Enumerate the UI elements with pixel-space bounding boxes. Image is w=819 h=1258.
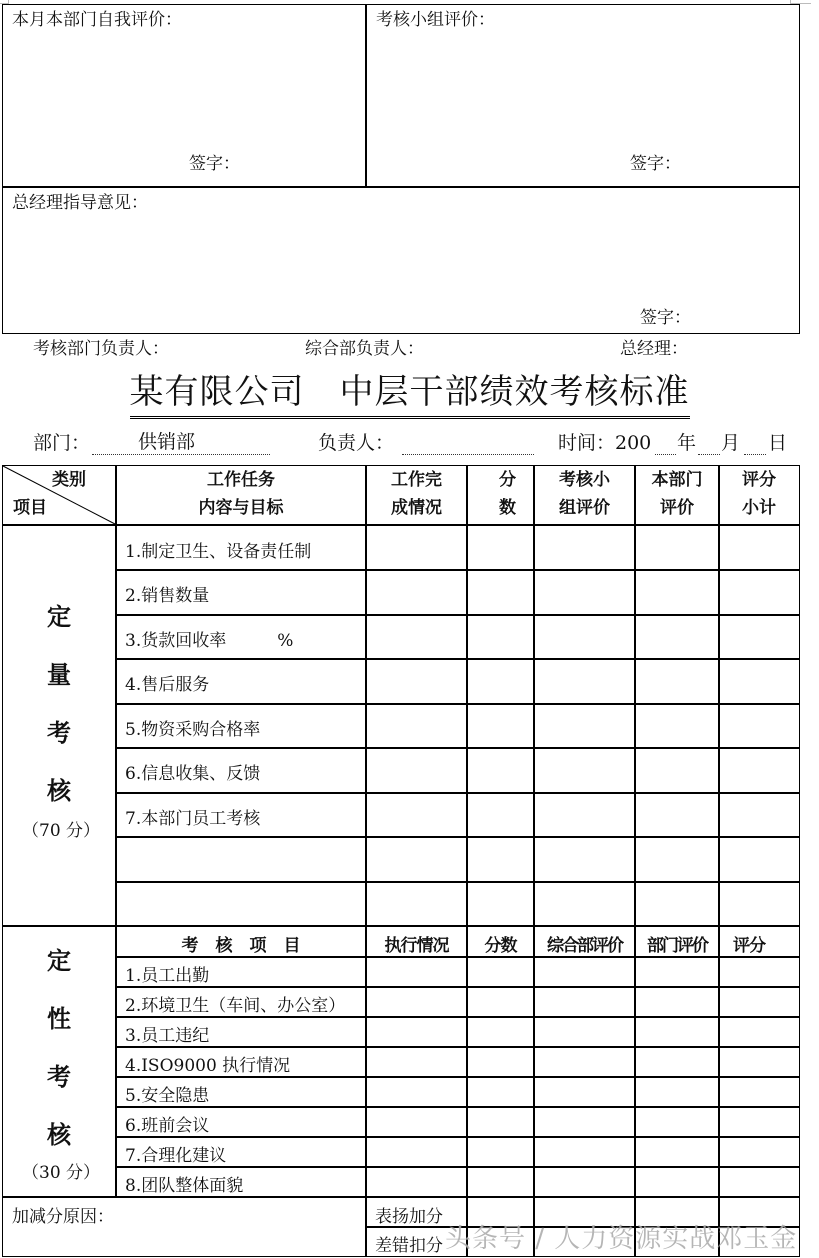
dept-underline xyxy=(92,454,270,455)
header-dept-eval-line1: 本部门 xyxy=(651,470,703,490)
qual-label-char-4: 核 xyxy=(47,1120,71,1149)
quant-item-1: 1.制定卫生、设备责任制 xyxy=(125,542,312,562)
qual-item-1: 1.员工出勤 xyxy=(125,966,210,986)
quant-item-3: 3.货款回收率 % xyxy=(125,631,294,651)
quant-row-divider xyxy=(116,703,800,705)
header-task-line1: 工作任务 xyxy=(207,470,275,490)
group-eval-label: 考核小组评价： xyxy=(376,10,495,30)
quant-label-char-2: 量 xyxy=(47,660,71,689)
page-title xyxy=(0,370,819,419)
bonus-label: 表扬加分 xyxy=(375,1207,443,1227)
qual-item-2: 2.环境卫生（车间、办公室） xyxy=(125,996,346,1016)
header-dept-eval-line2: 评价 xyxy=(660,498,694,518)
time-label: 时间：200 xyxy=(558,432,652,454)
day-label: 日 xyxy=(768,432,788,454)
qual-row-divider xyxy=(116,1106,800,1108)
header-row-divider xyxy=(2,524,800,526)
dept-value[interactable]: 供销部 xyxy=(138,431,196,453)
evaluation-divider xyxy=(365,4,367,188)
qual-label-char-3: 考 xyxy=(47,1062,71,1091)
month-underline[interactable] xyxy=(698,454,720,455)
qual-item-3: 3.员工违纪 xyxy=(125,1026,210,1046)
owner-value[interactable] xyxy=(402,432,532,452)
qual-header-execution: 执行情况 xyxy=(384,936,449,956)
header-subtotal xyxy=(719,466,799,522)
day-underline[interactable] xyxy=(744,454,766,455)
qual-row-divider xyxy=(116,1046,800,1048)
qual-header-general-eval: 综合部评价 xyxy=(547,936,622,956)
qual-header-score: 分数 xyxy=(484,936,517,956)
quant-item-2: 2.销售数量 xyxy=(125,586,210,606)
adjust-reason-field[interactable] xyxy=(4,1224,362,1254)
self-eval-signature-label: 签字： xyxy=(189,154,240,174)
header-task-line2: 内容与目标 xyxy=(198,498,284,518)
qual-points: （30 分） xyxy=(22,1163,101,1183)
quant-label-char-1: 定 xyxy=(47,602,71,631)
qual-row-divider xyxy=(116,1166,800,1168)
header-completion-line2: 成情况 xyxy=(391,498,442,518)
qual-item-7: 7.合理化建议 xyxy=(125,1146,227,1166)
quant-section-divider xyxy=(2,925,800,927)
group-eval-field[interactable] xyxy=(368,32,796,150)
header-score xyxy=(467,466,534,522)
quant-row-divider xyxy=(116,792,800,794)
self-eval-label: 本月本部门自我评价： xyxy=(12,10,182,30)
qual-row-divider xyxy=(116,1076,800,1078)
year-underline[interactable] xyxy=(655,454,676,455)
signoff-general-dept-head: 综合部负责人： xyxy=(305,339,424,359)
col-line-5 xyxy=(634,465,636,1257)
quant-label-char-3: 考 xyxy=(47,718,71,747)
corner-category-label: 类别 xyxy=(52,470,86,490)
header-subtotal-line1: 评分 xyxy=(742,470,776,490)
quant-item-5: 5.物资采购合格率 xyxy=(125,720,261,740)
signoff-general-manager: 总经理： xyxy=(620,339,688,359)
owner-label: 负责人： xyxy=(318,432,395,454)
header-score-line1: 分 xyxy=(499,470,516,490)
col-line-2 xyxy=(365,465,367,1257)
qual-row-divider xyxy=(116,1016,800,1018)
gm-signature-label: 签字： xyxy=(640,308,691,328)
header-group-eval-line2: 组评价 xyxy=(559,498,610,518)
owner-underline xyxy=(402,454,534,455)
header-task xyxy=(116,466,366,522)
penalty-label: 差错扣分 xyxy=(375,1236,443,1256)
quant-item-7: 7.本部门员工考核 xyxy=(125,809,261,829)
qual-item-5: 5.安全隐患 xyxy=(125,1086,210,1106)
quant-row-divider xyxy=(116,836,800,838)
watermark: 头条号 / 人力资源实战邓玉金 xyxy=(445,1224,798,1254)
header-completion-line1: 工作完 xyxy=(391,470,442,490)
self-eval-field[interactable] xyxy=(4,32,362,150)
header-group-eval xyxy=(534,466,635,522)
header-score-line2: 数 xyxy=(499,498,516,518)
dept-label: 部门： xyxy=(33,432,91,454)
quant-row-divider xyxy=(116,614,800,616)
header-dept-eval xyxy=(635,466,719,522)
month-label: 月 xyxy=(721,432,741,454)
gm-guidance-field[interactable] xyxy=(4,214,796,304)
header-completion xyxy=(366,466,467,522)
quant-item-4: 4.售后服务 xyxy=(125,675,210,695)
quant-row-divider xyxy=(116,658,800,660)
quant-row-divider xyxy=(116,881,800,883)
qual-label-char-1: 定 xyxy=(47,946,71,975)
quant-item-6: 6.信息收集、反馈 xyxy=(125,764,261,784)
qual-item-8: 8.团队整体面貌 xyxy=(125,1176,244,1196)
qual-row-divider xyxy=(116,1136,800,1138)
corner-item-label: 项目 xyxy=(13,498,47,518)
year-label: 年 xyxy=(677,432,697,454)
qual-item-6: 6.班前会议 xyxy=(125,1116,210,1136)
adjust-reason-label: 加减分原因： xyxy=(12,1207,114,1227)
quant-row-divider xyxy=(116,569,800,571)
main-table xyxy=(2,465,800,1257)
quant-label-char-4: 核 xyxy=(47,776,71,805)
qual-header-divider xyxy=(116,956,800,958)
group-eval-signature-label: 签字： xyxy=(630,154,681,174)
qual-header-dept-eval: 部门评价 xyxy=(647,936,707,956)
signoff-dept-head: 考核部门负责人： xyxy=(33,339,169,359)
col-line-3 xyxy=(466,465,468,1257)
qual-item-4: 4.ISO9000 执行情况 xyxy=(125,1056,291,1076)
gm-guidance-label: 总经理指导意见： xyxy=(12,193,148,213)
page-title-text: 某有限公司 中层干部绩效考核标准 xyxy=(130,370,690,419)
evaluation-row-divider xyxy=(2,186,800,188)
col-line-4 xyxy=(533,465,535,1257)
col-line-6 xyxy=(718,465,720,1257)
qual-header-item: 考 核 项 目 xyxy=(181,936,301,956)
header-group-eval-line1: 考核小 xyxy=(559,470,610,490)
qual-label-char-2: 性 xyxy=(47,1004,71,1033)
qual-row-divider xyxy=(116,986,800,988)
quant-row-divider xyxy=(116,747,800,749)
qual-section-divider xyxy=(2,1196,800,1198)
qual-header-rating: 评分 xyxy=(733,936,765,956)
quant-points: （70 分） xyxy=(22,821,101,841)
header-subtotal-line2: 小计 xyxy=(742,498,776,518)
